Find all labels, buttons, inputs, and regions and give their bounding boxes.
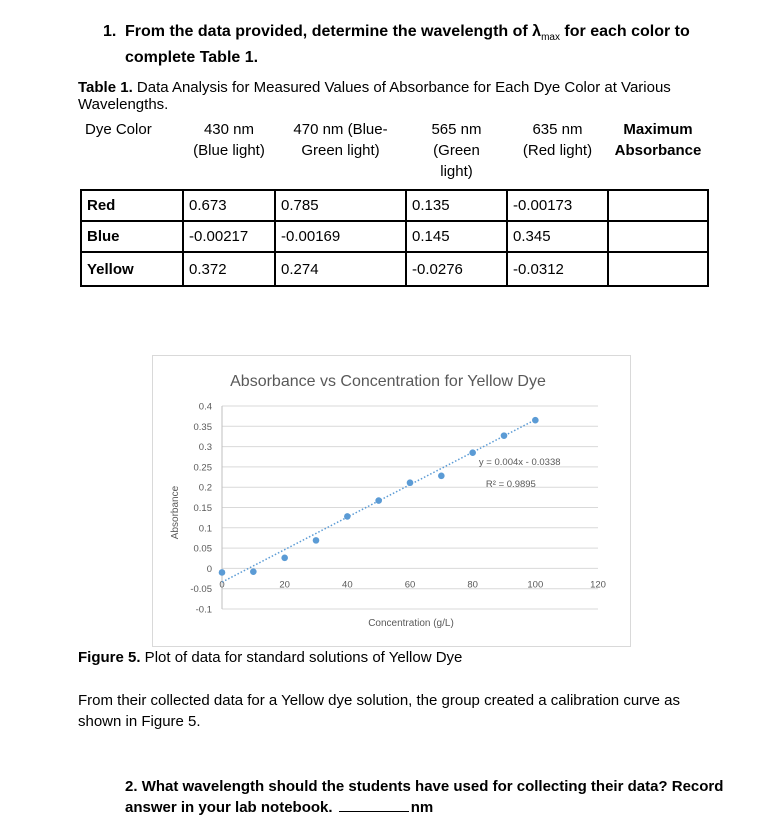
- table-1: [80, 117, 709, 287]
- figure-5-text: Plot of data for standard solutions of Yellow Dye: [140, 649, 463, 666]
- question-1-text-after: for each color to complete Table 1.: [125, 23, 690, 67]
- table-cell: -0.00169: [275, 221, 406, 252]
- calibration-paragraph: From their collected data for a Yellow dye solution, the group created a calibration curve as shown in Figure 5.: [78, 692, 681, 730]
- table-cell: 0.785: [275, 190, 406, 221]
- header-line: Green light): [301, 142, 380, 159]
- question-2-number: 2.: [125, 778, 138, 795]
- header-line: (Green: [433, 142, 480, 159]
- data-point: [250, 568, 257, 575]
- header-line: Absorbance: [614, 142, 702, 159]
- data-point: [532, 417, 539, 424]
- table-cell: -0.0312: [507, 252, 608, 286]
- y-tick-label: -0.1: [195, 604, 212, 616]
- data-point: [313, 537, 320, 544]
- row-label: Red: [81, 190, 183, 221]
- calibration-chart: [152, 355, 631, 647]
- header-line: 635 nm: [532, 121, 583, 138]
- max-absorbance-cell-blue: [608, 221, 708, 252]
- y-tick-label: 0.15: [193, 503, 212, 514]
- table-cell: -0.00173: [507, 190, 608, 221]
- table-cell: -0.00217: [183, 221, 275, 252]
- table-cell: -0.0276: [406, 252, 507, 286]
- table-cell: 0.135: [406, 190, 507, 221]
- figure-5-caption: [78, 649, 462, 666]
- question-1-text: [125, 22, 735, 68]
- y-tick-label: 0.35: [193, 421, 212, 433]
- table-cell: 0.372: [183, 252, 275, 286]
- header-line: 430 nm: [203, 121, 255, 138]
- y-tick-label: -0.05: [190, 584, 212, 596]
- table-1-caption-text: Data Analysis for Measured Values of Absorbance for Each Dye Color at Various Wavelengths.: [78, 79, 671, 113]
- table-row-blue: [81, 221, 708, 252]
- data-point: [469, 449, 476, 456]
- table-row-red: [81, 190, 708, 221]
- table-row-yellow: [81, 252, 708, 286]
- header-max-absorbance: [608, 117, 708, 190]
- trendline-equation: y = 0.004x - 0.0338: [478, 456, 561, 468]
- x-tick-label: 100: [527, 579, 544, 591]
- figure-5-label: Figure 5.: [78, 649, 141, 666]
- y-tick-label: 0: [206, 563, 212, 575]
- header-line: Dye Color: [85, 121, 152, 138]
- data-point: [219, 569, 226, 576]
- table-cell: 0.673: [183, 190, 275, 221]
- answer-blank[interactable]: [339, 797, 409, 812]
- header-dye-color: [81, 117, 183, 190]
- table-1-caption-label: Table 1.: [78, 79, 133, 96]
- header-line: Maximum: [623, 121, 693, 138]
- data-point: [501, 432, 508, 439]
- header-line: (Red light): [522, 142, 593, 159]
- header-line: 470 nm (Blue-: [293, 121, 388, 138]
- data-point: [344, 513, 351, 520]
- header-565nm: [406, 117, 507, 190]
- y-tick-label: 0.4: [198, 401, 212, 413]
- x-tick-label: 0: [219, 579, 225, 591]
- chart-svg: [153, 356, 630, 646]
- header-line: (Blue light): [193, 142, 265, 159]
- answer-unit: nm: [410, 799, 434, 816]
- y-tick-label: 0.05: [193, 543, 212, 555]
- data-point: [407, 479, 414, 486]
- header-430nm: [183, 117, 275, 190]
- table-1-caption: [78, 79, 718, 113]
- row-label: Blue: [81, 221, 183, 252]
- table-header-row: [81, 117, 708, 190]
- question-2-text: What wavelength should the students have used for collecting their data? Record answer in your lab notebook.: [125, 778, 724, 816]
- row-label: Yellow: [81, 252, 183, 286]
- question-2: [125, 776, 725, 818]
- r-squared-label: R² = 0.9895: [485, 479, 536, 491]
- y-tick-label: 0.2: [198, 482, 212, 494]
- data-point: [438, 473, 445, 480]
- max-absorbance-cell-red: [608, 190, 708, 221]
- header-635nm: [507, 117, 608, 190]
- x-tick-label: 40: [342, 579, 353, 591]
- y-tick-label: 0.1: [198, 523, 212, 535]
- y-tick-label: 0.25: [193, 462, 212, 474]
- header-line: 565 nm: [431, 121, 482, 138]
- x-tick-label: 20: [279, 579, 290, 591]
- data-point: [375, 497, 382, 504]
- table-cell: 0.345: [507, 221, 608, 252]
- max-absorbance-cell-yellow: [608, 252, 708, 286]
- lambda-max-subscript: max: [541, 32, 560, 44]
- question-1-number: 1.: [103, 23, 117, 40]
- chart-title: Absorbance vs Concentration for Yellow Dye: [230, 373, 546, 390]
- question-1-text-before: From the data provided, determine the wavelength of λ: [125, 23, 542, 40]
- data-point: [281, 555, 288, 562]
- table-cell: 0.274: [275, 252, 406, 286]
- table-cell: 0.145: [406, 221, 507, 252]
- y-axis-title: Absorbance: [170, 485, 181, 540]
- header-470nm: [275, 117, 406, 190]
- x-tick-label: 80: [467, 579, 478, 591]
- x-axis-title: Concentration (g/L): [368, 618, 454, 629]
- x-tick-label: 60: [404, 579, 416, 591]
- header-line: light): [440, 163, 473, 180]
- x-tick-label: 120: [590, 579, 606, 591]
- y-tick-label: 0.3: [198, 442, 212, 454]
